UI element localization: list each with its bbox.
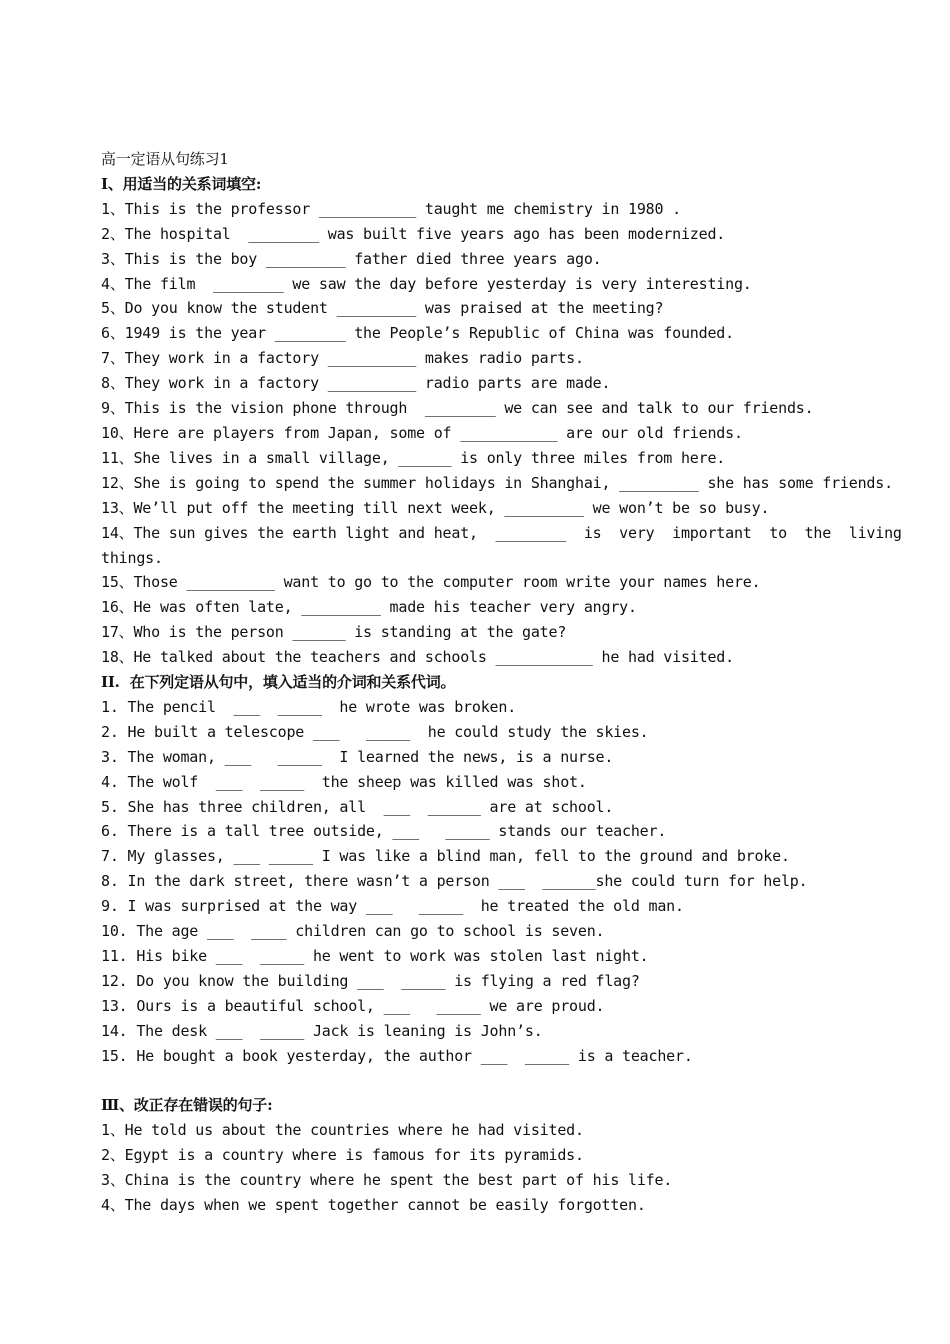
list-item: 9. I was surprised at the way ___ _____ he treated the old man. — [101, 897, 684, 916]
list-item: 5、Do you know the student _________ was praised at the meeting? — [101, 299, 664, 318]
list-item: 9、This is the vision phone through ________ we can see and talk to our friends. — [101, 399, 814, 418]
list-item: 17、Who is the person ______ is standing at the gate? — [101, 623, 567, 642]
section-gap — [101, 1069, 871, 1094]
list-item: 4、The film ________ we saw the day before yesterday is very interesting. — [101, 274, 752, 293]
list-item: 14. The desk ___ _____ Jack is leaning is John’s. — [101, 1021, 543, 1040]
list-item: 3、China is the country where he spent the best part of his life. — [101, 1171, 673, 1190]
worksheet-content — [101, 147, 902, 1218]
section-3-list — [101, 1118, 871, 1218]
section-3-heading: Ⅲ、改正存在错误的句子: — [101, 1096, 273, 1115]
list-item-continuation: things. — [101, 548, 163, 567]
list-item: 15、Those __________ want to go to the computer room write your names here. — [101, 573, 761, 592]
list-item: 1、This is the professor ___________ taught me chemistry in 1980 . — [101, 199, 681, 218]
section-2-heading: II. 在下列定语从句中，填入适当的介词和关系代词。 — [101, 673, 456, 692]
list-item: 12、She is going to spend the summer holidays in Shanghai, _________ she has some friends. — [101, 473, 893, 492]
list-item: 3. The woman, ___ _____ I learned the news, is a nurse. — [101, 747, 614, 766]
page-title: 高一定语从句练习1 — [101, 150, 229, 168]
list-item: 8、They work in a factory __________ radio parts are made. — [101, 374, 611, 393]
list-item: 1、He told us about the countries where he had visited. — [101, 1121, 584, 1140]
list-item: 7、They work in a factory __________ makes radio parts. — [101, 349, 584, 368]
list-item: 10. The age ___ ____ children can go to school is seven. — [101, 922, 605, 941]
list-item: 16、He was often late, _________ made his teacher very angry. — [101, 598, 637, 617]
list-item: 11、She lives in a small village, ______ is only three miles from here. — [101, 448, 726, 467]
list-item: 12. Do you know the building ___ _____ is flying a red flag? — [101, 971, 640, 990]
list-item: 13. Ours is a beautiful school, ___ _____ we are proud. — [101, 996, 605, 1015]
list-item: 5. She has three children, all ___ ______ are at school. — [101, 797, 614, 816]
section-1-list — [101, 197, 902, 670]
list-item: 2. He built a telescope ___ _____ he could study the skies. — [101, 722, 649, 741]
list-item: 2、The hospital ________ was built five years ago has been modernized. — [101, 224, 726, 243]
list-item: 1. The pencil ___ _____ he wrote was broken. — [101, 697, 517, 716]
list-item: 2、Egypt is a country where is famous for its pyramids. — [101, 1146, 584, 1165]
list-item: 4. The wolf ___ _____ the sheep was killed was shot. — [101, 772, 587, 791]
list-item: 7. My glasses, ___ _____ I was like a blind man, fell to the ground and broke. — [101, 847, 790, 866]
list-item: 3、This is the boy _________ father died three years ago. — [101, 249, 602, 268]
list-item: 15. He bought a book yesterday, the author ___ _____ is a teacher. — [101, 1046, 693, 1065]
list-item: 10、Here are players from Japan, some of ___________ are our old friends. — [101, 423, 743, 442]
list-item: 6、1949 is the year ________ the People’s Republic of China was founded. — [101, 324, 734, 343]
list-item: 8. In the dark street, there wasn’t a person ___ ______she could turn for help. — [101, 872, 808, 891]
list-item: 11. His bike ___ _____ he went to work was stolen last night. — [101, 947, 649, 965]
section-2-list — [101, 695, 871, 1069]
list-item: 13、We’ll put off the meeting till next week, _________ we won’t be so busy. — [101, 498, 770, 517]
section-1-heading: I、用适当的关系词填空: — [101, 174, 262, 193]
list-item: 18、He talked about the teachers and schools ___________ he had visited. — [101, 648, 734, 667]
list-item: 4、The days when we spent together cannot be easily forgotten. — [101, 1196, 646, 1215]
list-item: 6. There is a tall tree outside, ___ _____ stands our teacher. — [101, 822, 667, 841]
list-item: 14、The sun gives the earth light and heat, ________ is very important to the living — [101, 523, 902, 542]
